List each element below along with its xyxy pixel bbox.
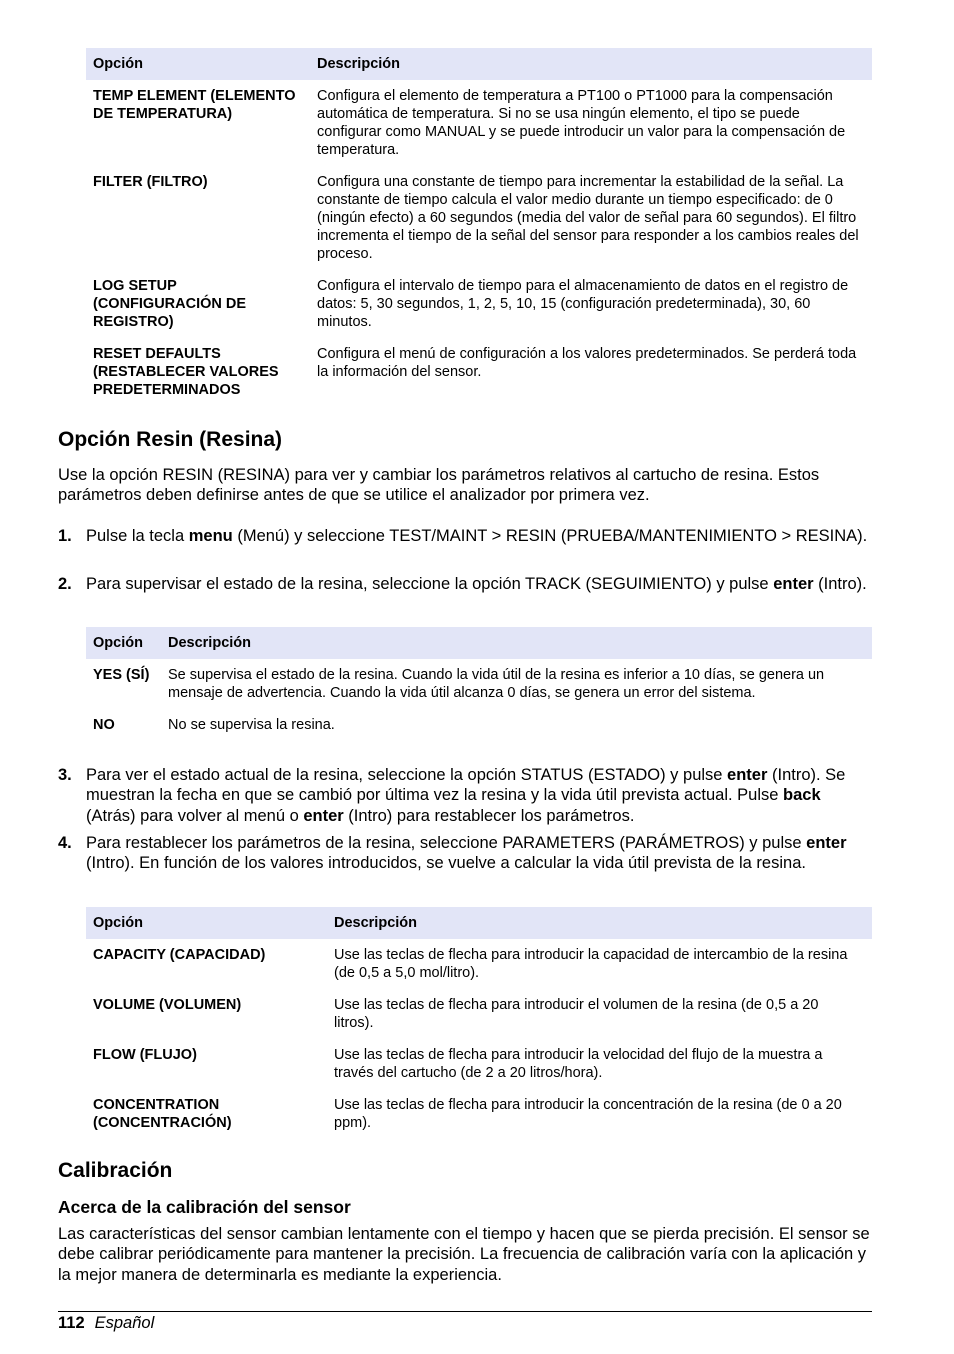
option-name: YES (SÍ) <box>93 667 150 683</box>
footer-language: Español <box>94 1314 155 1332</box>
key-name: enter <box>773 575 814 593</box>
column-header-description: Descripción <box>327 907 872 939</box>
step-number: 3. <box>58 766 72 784</box>
table-row <box>86 339 872 407</box>
column-header-option: Opción <box>86 907 327 939</box>
section-heading-resin: Opción Resin (Resina) <box>58 428 283 451</box>
option-description: Configura el menú de configuración a los valores predeterminados. Se perderá toda la información del sensor. <box>317 346 857 380</box>
option-name: RESET DEFAULTS (RESTABLECER VALORES PREDETERMINADOS <box>93 346 279 398</box>
step-item <box>58 526 872 546</box>
table-row <box>86 990 872 1040</box>
step-text: Para supervisar el estado de la resina, seleccione la opción TRACK (SEGUIMIENTO) y pulse enter (Intro). <box>86 575 867 593</box>
step-item <box>58 765 872 826</box>
column-header-description: Descripción <box>161 627 872 659</box>
table-row <box>86 710 872 742</box>
option-name: CAPACITY (CAPACIDAD) <box>93 947 266 963</box>
resin-parameters-table <box>86 907 872 1140</box>
step-item <box>58 574 872 594</box>
option-name: VOLUME (VOLUMEN) <box>93 997 242 1013</box>
step-number: 4. <box>58 834 72 852</box>
subsection-heading-sensor-calibration: Acerca de la calibración del sensor <box>58 1197 351 1217</box>
step-text: Pulse la tecla menu (Menú) y seleccione TEST/MAINT > RESIN (PRUEBA/MANTENIMIENTO > RESINA). <box>86 527 868 545</box>
key-name: back <box>783 786 821 805</box>
option-name: FILTER (FILTRO) <box>93 174 208 190</box>
step-text: Para ver el estado actual de la resina, seleccione la opción STATUS (ESTADO) y pulse enter (Intro). Se muestran la fecha en que se cambió por última vez la resina y la vida útil prevista actual. Pulse back (Atrás) para volver al menú o enter (Intro) para restablecer los parámetros. <box>86 766 846 825</box>
option-description: Se supervisa el estado de la resina. Cuando la vida útil de la resina es inferior a 10 días, se genera un mensaje de advertencia. Cuando la vida útil alcanza 0 días, se genera un error del sistema. <box>168 667 825 701</box>
table-row <box>86 939 872 990</box>
option-description: Use las teclas de flecha para introducir la concentración de la resina (de 0 a 20 ppm). <box>334 1097 842 1131</box>
table-header-row <box>86 48 872 80</box>
option-name: NO <box>93 717 115 733</box>
key-name: enter <box>806 834 847 852</box>
table-row <box>86 659 872 710</box>
step-number: 1. <box>58 527 72 545</box>
resin-intro-paragraph: Use la opción RESIN (RESINA) para ver y cambiar los parámetros relativos al cartucho de resina. Estos parámetros deben definirse antes de que se utilice el analizador por primera vez. <box>58 466 820 505</box>
step-number: 2. <box>58 575 72 593</box>
key-name: enter <box>303 806 344 825</box>
option-name: FLOW (FLUJO) <box>93 1047 197 1063</box>
table-row <box>86 1090 872 1140</box>
option-description: Configura el elemento de temperatura a PT100 o PT1000 para la compensación automática de temperatura. Si no se usa ningún elemento, el tipo se puede configurar como MANUAL y se puede introducir un valor para la compensación de temperatura. <box>317 88 846 158</box>
page-footer <box>58 1313 154 1333</box>
table-row <box>86 80 872 167</box>
page-number: 112 <box>58 1314 85 1332</box>
option-name: CONCENTRATION (CONCENTRACIÓN) <box>93 1097 232 1131</box>
column-header-option: Opción <box>86 48 310 80</box>
table-header-row <box>86 907 872 939</box>
calibration-paragraph: Las características del sensor cambian lentamente con el tiempo y hacen que se pierda precisión. El sensor se debe calibrar periódicamente para mantener la precisión. La frecuencia de calibración varía con la aplicación y la mejor manera de determinarla es mediante la experiencia. <box>58 1225 870 1284</box>
option-description: Use las teclas de flecha para introducir la velocidad del flujo de la muestra a través del cartucho (de 2 a 20 litros/hora). <box>334 1047 823 1081</box>
table-row <box>86 271 872 339</box>
option-description: No se supervisa la resina. <box>168 717 335 733</box>
option-name: TEMP ELEMENT (ELEMENTO DE TEMPERATURA) <box>93 88 296 122</box>
option-name: LOG SETUP (CONFIGURACIÓN DE REGISTRO) <box>93 278 247 330</box>
table-row <box>86 167 872 271</box>
key-name: enter <box>727 766 768 784</box>
step-text: Para restablecer los parámetros de la resina, seleccione PARAMETERS (PARÁMETROS) y pulse enter (Intro). En función de los valores introducidos, se vuelve a calcular la vida útil prevista de la resina. <box>86 834 847 873</box>
table-row <box>86 1040 872 1090</box>
track-options-table <box>86 627 872 742</box>
column-header-description: Descripción <box>310 48 872 80</box>
section-heading-calibration: Calibración <box>58 1159 173 1182</box>
sensor-setup-options-table <box>86 48 872 407</box>
column-header-option: Opción <box>86 627 161 659</box>
option-description: Configura el intervalo de tiempo para el almacenamiento de datos en el registro de datos: 5, 30 segundos, 1, 2, 5, 10, 15 (configuración predeterminada), 30, 60 minutos. <box>317 278 849 330</box>
key-name: menu <box>188 527 233 545</box>
option-description: Configura una constante de tiempo para incrementar la estabilidad de la señal. La constante de tiempo calcula el valor medio durante un tiempo especificado: de 0 (ningún efecto) a 60 segundos (media del valor de señal para 60 segundos). El filtro incrementa el tiempo de la señal del sensor para responder a los cambios reales del proceso. <box>317 174 859 262</box>
footer-divider <box>58 1311 872 1312</box>
option-description: Use las teclas de flecha para introducir la capacidad de intercambio de la resina (de 0,5 a 5,0 mol/litro). <box>334 947 848 981</box>
step-item <box>58 833 872 874</box>
option-description: Use las teclas de flecha para introducir el volumen de la resina (de 0,5 a 20 litros). <box>334 997 819 1031</box>
table-header-row <box>86 627 872 659</box>
